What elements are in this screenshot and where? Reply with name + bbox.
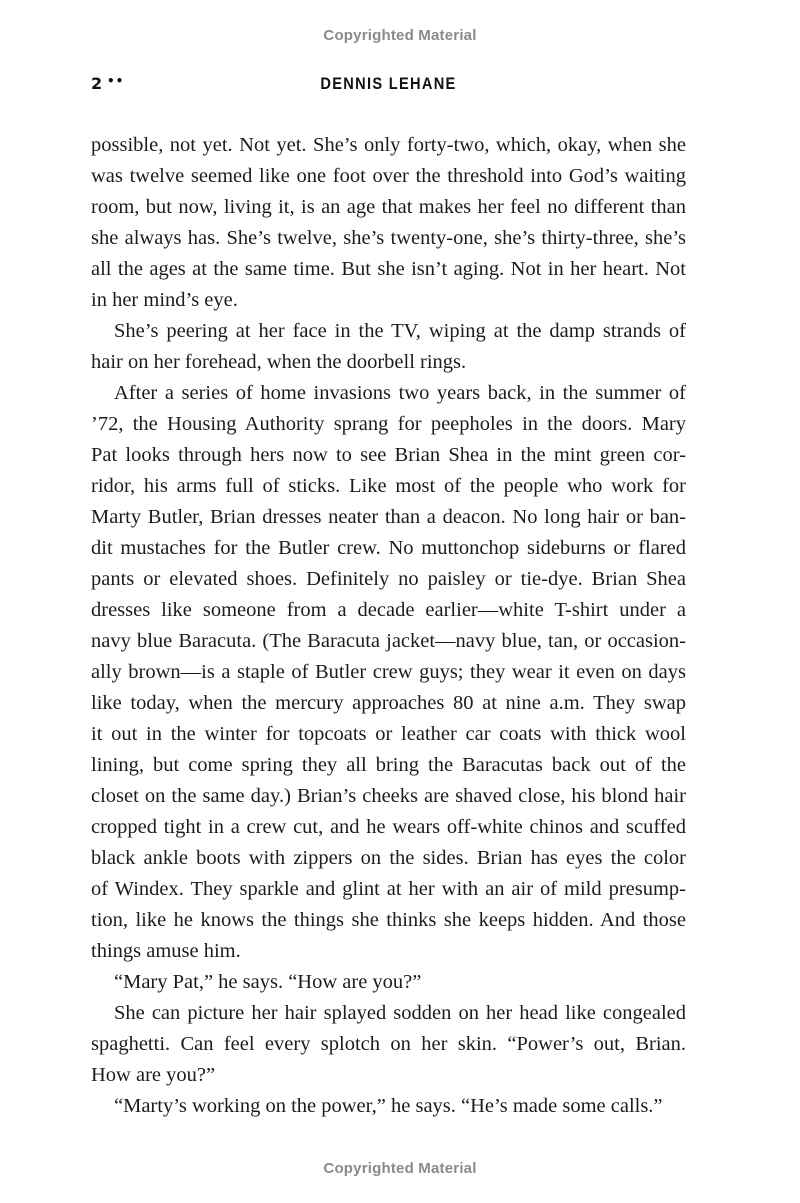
author-running-title: DENNIS LEHANE bbox=[320, 74, 457, 93]
text-line: she always has. She’s twelve, she’s twenty-one, she’s thirty-three, she’s bbox=[91, 227, 686, 249]
copyright-watermark-bottom: Copyrighted Material bbox=[323, 1160, 477, 1177]
text-line: black ankle boots with zippers on the sides. Brian has eyes the color bbox=[91, 847, 686, 869]
text-line-paragraph-start: She’s peering at her face in the TV, wiping at the damp strands of bbox=[114, 320, 686, 342]
text-line-paragraph-end: hair on her forehead, when the doorbell rings. bbox=[91, 351, 467, 373]
text-line: like today, when the mercury approaches 80 at nine a.m. They swap bbox=[91, 692, 686, 714]
page-number: 2 bbox=[91, 74, 104, 93]
page-number-ornament: •• bbox=[107, 74, 125, 88]
text-line: it out in the winter for topcoats or leather car coats with thick wool bbox=[91, 723, 686, 745]
text-line: room, but now, living it, is an age that makes her feel no different than bbox=[91, 196, 686, 218]
text-line: tion, like he knows the things she thinks she keeps hidden. And those bbox=[91, 909, 686, 931]
text-line: dresses like someone from a decade earlier—white T-shirt under a bbox=[91, 599, 686, 621]
text-line: Pat looks through hers now to see Brian Shea in the mint green cor- bbox=[91, 444, 686, 466]
text-line: closet on the same day.) Brian’s cheeks are shaved close, his blond hair bbox=[91, 785, 686, 807]
text-line-dialogue: “Mary Pat,” he says. “How are you?” bbox=[114, 971, 422, 993]
text-line: possible, not yet. Not yet. She’s only forty-two, which, okay, when she bbox=[91, 134, 686, 156]
text-line: Marty Butler, Brian dresses neater than a deacon. No long hair or ban- bbox=[91, 506, 686, 528]
text-line: ally brown—is a staple of Butler crew guys; they wear it even on days bbox=[91, 661, 686, 683]
text-line: all the ages at the same time. But she isn’t aging. Not in her heart. Not bbox=[91, 258, 686, 280]
copyright-watermark-top: Copyrighted Material bbox=[323, 27, 477, 44]
text-line: pants or elevated shoes. Definitely no paisley or tie-dye. Brian Shea bbox=[91, 568, 686, 590]
text-line: lining, but come spring they all bring the Baracutas back out of the bbox=[91, 754, 686, 776]
text-line-dialogue: “Marty’s working on the power,” he says. “He’s made some calls.” bbox=[114, 1095, 663, 1117]
text-line: ’72, the Housing Authority sprang for peepholes in the doors. Mary bbox=[91, 413, 686, 435]
text-line-paragraph-end: in her mind’s eye. bbox=[91, 289, 238, 311]
text-line: cropped tight in a crew cut, and he wears off-white chinos and scuffed bbox=[91, 816, 686, 838]
text-line: of Windex. They sparkle and glint at her with an air of mild presump- bbox=[91, 878, 686, 900]
text-line: dit mustaches for the Butler crew. No muttonchop sideburns or flared bbox=[91, 537, 686, 559]
running-head bbox=[91, 74, 686, 98]
text-line: was twelve seemed like one foot over the threshold into God’s waiting bbox=[91, 165, 686, 187]
text-line: navy blue Baracuta. (The Baracuta jacket—navy blue, tan, or occasion- bbox=[91, 630, 686, 652]
text-line-paragraph-start: After a series of home invasions two years back, in the summer of bbox=[114, 382, 686, 404]
text-line: ridor, his arms full of sticks. Like most of the people who work for bbox=[91, 475, 686, 497]
text-line-paragraph-end: things amuse him. bbox=[91, 940, 241, 962]
text-line: spaghetti. Can feel every splotch on her skin. “Power’s out, Brian. bbox=[91, 1033, 686, 1055]
text-line-paragraph-end: How are you?” bbox=[91, 1064, 216, 1086]
text-line-paragraph-start: She can picture her hair splayed sodden on her head like congealed bbox=[114, 1002, 686, 1024]
body-text bbox=[91, 130, 686, 1122]
